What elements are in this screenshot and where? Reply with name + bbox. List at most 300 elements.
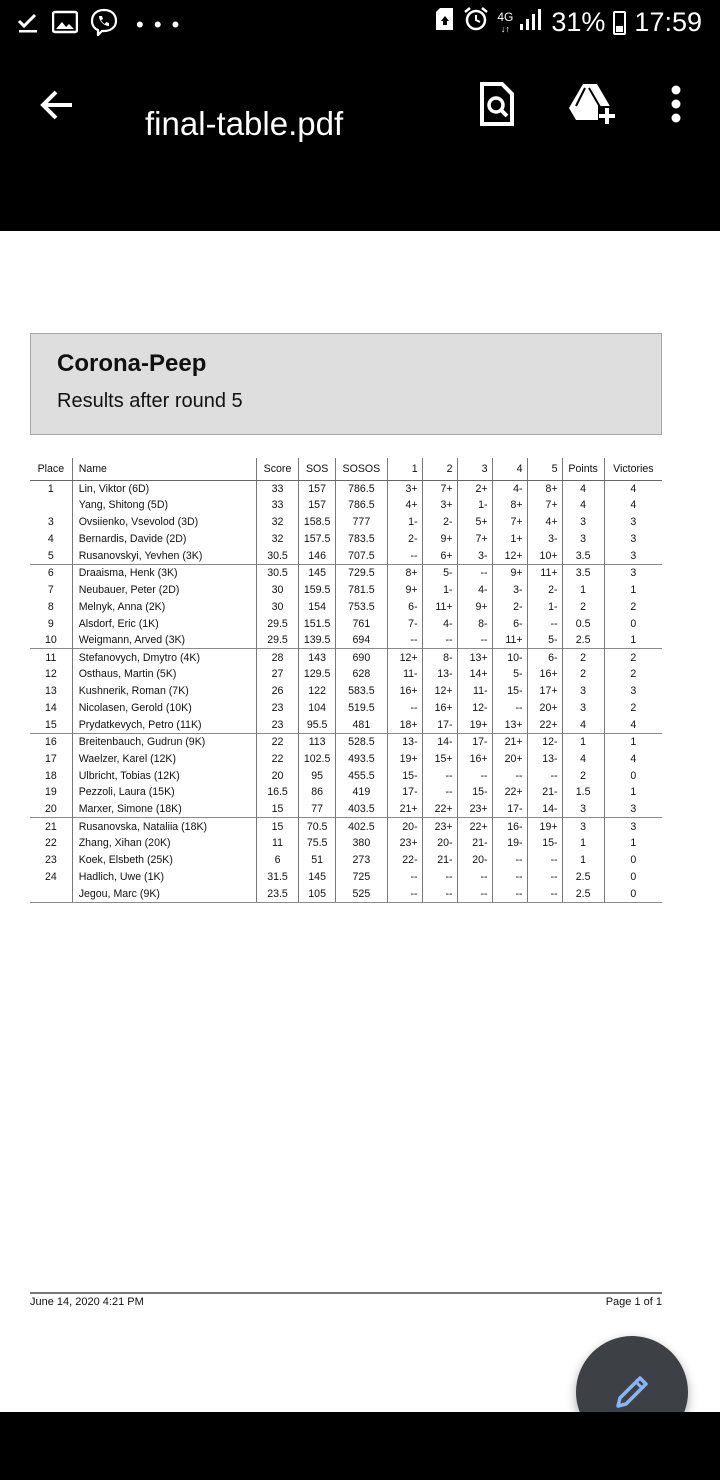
cell-r1: 17- <box>387 784 422 801</box>
cell-r3: -- <box>457 632 492 649</box>
cell-place: 10 <box>44 634 57 647</box>
cell-r2: 15+ <box>422 750 457 767</box>
cell-sos: 122 <box>299 683 336 700</box>
table-row <box>30 818 662 835</box>
cell-score: 11 <box>256 835 298 852</box>
table-row <box>30 649 662 666</box>
cell-r4: 19- <box>492 835 527 852</box>
more-options-button[interactable] <box>666 82 686 126</box>
notification-overflow: • • • <box>136 11 182 37</box>
cell-victories: 0 <box>604 868 662 885</box>
cell-sosos: 690 <box>336 649 387 666</box>
table-row <box>30 514 662 531</box>
cell-r5: 17+ <box>527 683 562 700</box>
cell-points: 2 <box>562 598 604 615</box>
cell-sos: 143 <box>299 649 336 666</box>
cell-score: 33 <box>256 480 298 497</box>
cell-name: Nicolasen, Gerold (10K) <box>72 700 256 717</box>
col-header-sos: SOS <box>299 458 336 480</box>
cell-sos: 139.5 <box>299 632 336 649</box>
cell-points: 2 <box>562 767 604 784</box>
cell-r4: 22+ <box>492 784 527 801</box>
page-number: Page 1 of 1 <box>605 1296 662 1308</box>
cell-points: 2 <box>562 666 604 683</box>
cell-sosos: 403.5 <box>336 801 387 818</box>
cell-name: Hadlich, Uwe (1K) <box>72 868 256 885</box>
cell-r4: 2- <box>492 598 527 615</box>
cell-sosos: 753.5 <box>336 598 387 615</box>
table-row <box>30 666 662 683</box>
cell-name: Osthaus, Martin (5K) <box>72 666 256 683</box>
cell-r5: -- <box>527 767 562 784</box>
cell-score: 32 <box>256 514 298 531</box>
cell-score: 31.5 <box>256 868 298 885</box>
cell-sos: 151.5 <box>299 615 336 632</box>
cell-r5: 12- <box>527 733 562 750</box>
system-nav-bar <box>0 1412 720 1480</box>
cell-place: 18 <box>44 769 57 782</box>
col-header-score: Score <box>256 458 298 480</box>
cell-r1: 16+ <box>387 683 422 700</box>
footer-divider <box>30 1292 662 1294</box>
cell-r1: 19+ <box>387 750 422 767</box>
cell-r2: -- <box>422 885 457 902</box>
cell-sos: 86 <box>299 784 336 801</box>
cell-victories: 3 <box>604 548 662 565</box>
cell-r5: 8+ <box>527 480 562 497</box>
cell-score: 29.5 <box>256 615 298 632</box>
cell-name: Pezzoli, Laura (15K) <box>72 784 256 801</box>
table-row <box>30 548 662 565</box>
cell-r5: 10+ <box>527 548 562 565</box>
cell-place: 6 <box>30 564 72 581</box>
report-subtitle: Results after round 5 <box>57 390 243 412</box>
cell-r2: 9+ <box>422 531 457 548</box>
cell-r4: 20+ <box>492 750 527 767</box>
cell-name: Bernardis, Davide (2D) <box>72 531 256 548</box>
cell-score: 33 <box>256 497 298 514</box>
cell-r4: 9+ <box>492 564 527 581</box>
cell-r4: 16- <box>492 818 527 835</box>
cell-r4: 10- <box>492 649 527 666</box>
cell-r3: 9+ <box>457 598 492 615</box>
cell-name: Jegou, Marc (9K) <box>72 885 256 902</box>
cell-r3: 13+ <box>457 649 492 666</box>
cell-r3: 7+ <box>457 531 492 548</box>
cell-victories: 2 <box>604 598 662 615</box>
cell-r3: 4- <box>457 581 492 598</box>
cell-points: 4 <box>562 497 604 514</box>
cell-r5: 3- <box>527 531 562 548</box>
cell-score: 28 <box>256 649 298 666</box>
cell-r1: 6- <box>387 598 422 615</box>
cell-r1: -- <box>387 700 422 717</box>
cell-sosos: 455.5 <box>336 767 387 784</box>
cell-r3: -- <box>457 564 492 581</box>
cell-victories: 3 <box>604 564 662 581</box>
cell-r1: 4+ <box>387 497 422 514</box>
viber-icon <box>90 8 118 41</box>
table-row <box>30 683 662 700</box>
cell-r2: 6+ <box>422 548 457 565</box>
cell-sosos: 761 <box>336 615 387 632</box>
cell-r5: 22+ <box>527 716 562 733</box>
cell-sos: 113 <box>299 733 336 750</box>
cell-sosos: 493.5 <box>336 750 387 767</box>
cell-place: 17 <box>44 752 57 765</box>
cell-r5: -- <box>527 852 562 869</box>
cell-r3: 14+ <box>457 666 492 683</box>
document-title: final-table.pdf <box>145 105 344 142</box>
cell-r2: -- <box>422 632 457 649</box>
cell-place: 9 <box>47 617 54 630</box>
cell-name: Ulbricht, Tobias (12K) <box>72 767 256 784</box>
cell-points: 1 <box>562 852 604 869</box>
cell-sosos: 583.5 <box>336 683 387 700</box>
cell-r1: 20- <box>387 818 422 835</box>
col-header-victories: Victories <box>604 458 662 480</box>
cell-sosos: 402.5 <box>336 818 387 835</box>
cell-sos: 157 <box>299 497 336 514</box>
cell-name: Weigmann, Arved (3K) <box>72 632 256 649</box>
col-header-round-3: 3 <box>457 458 492 480</box>
table-row <box>30 564 662 581</box>
cell-sos: 70.5 <box>299 818 336 835</box>
cell-r1: 8+ <box>387 564 422 581</box>
cell-sosos: 786.5 <box>336 497 387 514</box>
table-row <box>30 581 662 598</box>
cell-victories: 2 <box>604 666 662 683</box>
cell-sosos: 694 <box>336 632 387 649</box>
results-table <box>30 458 662 903</box>
cell-sos: 129.5 <box>299 666 336 683</box>
battery-icon <box>613 11 626 35</box>
cell-place: 12 <box>44 668 57 681</box>
find-in-document-button[interactable] <box>478 82 516 126</box>
cell-sosos: 273 <box>336 852 387 869</box>
cell-r3: 21- <box>457 835 492 852</box>
cell-victories: 1 <box>604 581 662 598</box>
cell-victories: 3 <box>604 818 662 835</box>
cell-place: 15 <box>44 718 57 731</box>
cell-r3: 15- <box>457 784 492 801</box>
cell-sosos: 380 <box>336 835 387 852</box>
cell-r3: 19+ <box>457 716 492 733</box>
cell-place: 22 <box>44 837 57 850</box>
cell-r5: 2- <box>527 581 562 598</box>
print-date: June 14, 2020 4:21 PM <box>30 1296 144 1308</box>
find-in-page-icon <box>478 113 516 130</box>
cell-place: 14 <box>44 702 57 715</box>
cell-score: 26 <box>256 683 298 700</box>
table-row <box>30 801 662 818</box>
cell-score: 32 <box>256 531 298 548</box>
cell-r3: 8- <box>457 615 492 632</box>
cell-r5: 19+ <box>527 818 562 835</box>
cell-score: 30 <box>256 581 298 598</box>
cell-points: 3 <box>562 700 604 717</box>
cell-r2: 17- <box>422 716 457 733</box>
table-row <box>30 885 662 902</box>
cell-r3: -- <box>457 767 492 784</box>
cell-score: 23 <box>256 716 298 733</box>
cell-r2: -- <box>422 767 457 784</box>
cell-points: 1 <box>562 581 604 598</box>
more-vert-icon <box>666 113 686 130</box>
cell-points: 2.5 <box>562 632 604 649</box>
cell-r4: 11+ <box>492 632 527 649</box>
results-body <box>30 480 662 902</box>
cell-place: 20 <box>44 803 57 816</box>
cell-victories: 3 <box>604 514 662 531</box>
cell-sos: 158.5 <box>299 514 336 531</box>
cell-r4: 3- <box>492 581 527 598</box>
cell-victories: 0 <box>604 852 662 869</box>
cell-sos: 145 <box>299 868 336 885</box>
table-row <box>30 615 662 632</box>
cell-name: Koek, Elsbeth (25K) <box>72 852 256 869</box>
report-header <box>30 333 662 435</box>
cell-points: 4 <box>562 750 604 767</box>
cell-place: 4 <box>47 533 54 546</box>
cell-sos: 146 <box>299 548 336 565</box>
save-to-drive-button[interactable] <box>568 82 616 126</box>
cell-r4: 4- <box>492 480 527 497</box>
cell-place <box>30 885 72 902</box>
cell-place: 21 <box>30 818 72 835</box>
cell-score: 22 <box>256 733 298 750</box>
cell-place: 3 <box>47 516 54 529</box>
table-row <box>30 835 662 852</box>
cell-r1: 15- <box>387 767 422 784</box>
cell-r2: 12+ <box>422 683 457 700</box>
cell-r3: 5+ <box>457 514 492 531</box>
cell-r3: 1- <box>457 497 492 514</box>
table-row <box>30 784 662 801</box>
cell-place: 13 <box>44 685 57 698</box>
table-row <box>30 852 662 869</box>
cell-victories: 0 <box>604 615 662 632</box>
table-row <box>30 598 662 615</box>
cell-r4: -- <box>492 852 527 869</box>
col-header-round-1: 1 <box>387 458 422 480</box>
cell-r3: 22+ <box>457 818 492 835</box>
cell-r3: 2+ <box>457 480 492 497</box>
cell-r5: 11+ <box>527 564 562 581</box>
cell-points: 3.5 <box>562 548 604 565</box>
cell-r1: 2- <box>387 531 422 548</box>
cell-name: Zhang, Xihan (20K) <box>72 835 256 852</box>
cell-r4: 17- <box>492 801 527 818</box>
cell-r4: -- <box>492 868 527 885</box>
col-header-place: Place <box>30 458 72 480</box>
col-header-sosos: SOSOS <box>336 458 387 480</box>
cell-sos: 51 <box>299 852 336 869</box>
cell-r1: 7- <box>387 615 422 632</box>
cell-points: 3 <box>562 801 604 818</box>
cell-sosos: 519.5 <box>336 700 387 717</box>
gallery-icon <box>52 10 78 39</box>
cell-name: Lin, Viktor (6D) <box>72 480 256 497</box>
cell-score: 30 <box>256 598 298 615</box>
cell-victories: 1 <box>604 632 662 649</box>
cell-sosos: 725 <box>336 868 387 885</box>
cell-r1: -- <box>387 548 422 565</box>
col-header-points: Points <box>562 458 604 480</box>
cell-sos: 95 <box>299 767 336 784</box>
cell-r2: 4- <box>422 615 457 632</box>
cell-r1: 13- <box>387 733 422 750</box>
cell-victories: 1 <box>604 784 662 801</box>
cell-points: 1 <box>562 835 604 852</box>
cell-r3: 11- <box>457 683 492 700</box>
cell-r3: 23+ <box>457 801 492 818</box>
cell-sosos: 729.5 <box>336 564 387 581</box>
cell-sos: 105 <box>299 885 336 902</box>
cell-sosos: 419 <box>336 784 387 801</box>
cell-r3: 16+ <box>457 750 492 767</box>
cell-victories: 0 <box>604 767 662 784</box>
cell-r1: 21+ <box>387 801 422 818</box>
back-button[interactable] <box>36 84 78 126</box>
cell-sosos: 783.5 <box>336 531 387 548</box>
cell-sosos: 528.5 <box>336 733 387 750</box>
cell-r5: 7+ <box>527 497 562 514</box>
cell-sos: 159.5 <box>299 581 336 598</box>
cell-score: 22 <box>256 750 298 767</box>
cell-victories: 3 <box>604 801 662 818</box>
cell-score: 20 <box>256 767 298 784</box>
cell-r4: 8+ <box>492 497 527 514</box>
cell-r2: 3+ <box>422 497 457 514</box>
cell-victories: 1 <box>604 835 662 852</box>
cell-place: 5 <box>47 549 54 562</box>
cell-r1: -- <box>387 868 422 885</box>
cell-score: 29.5 <box>256 632 298 649</box>
cell-r5: -- <box>527 615 562 632</box>
cell-score: 27 <box>256 666 298 683</box>
cell-points: 4 <box>562 480 604 497</box>
cell-name: Breitenbauch, Gudrun (9K) <box>72 733 256 750</box>
cell-score: 23 <box>256 700 298 717</box>
cell-r5: 20+ <box>527 700 562 717</box>
cell-sos: 145 <box>299 564 336 581</box>
cell-victories: 4 <box>604 750 662 767</box>
cell-points: 0.5 <box>562 615 604 632</box>
cell-score: 30.5 <box>256 564 298 581</box>
download-done-icon <box>16 10 40 39</box>
cell-r3: 3- <box>457 548 492 565</box>
cell-victories: 2 <box>604 649 662 666</box>
cell-r4: 5- <box>492 666 527 683</box>
cell-name: Kushnerik, Roman (7K) <box>72 683 256 700</box>
table-row <box>30 767 662 784</box>
table-row <box>30 632 662 649</box>
cell-r1: 3+ <box>387 480 422 497</box>
cell-r4: 6- <box>492 615 527 632</box>
cell-victories: 4 <box>604 497 662 514</box>
cell-place <box>30 497 72 514</box>
cell-place: 16 <box>30 733 72 750</box>
cell-r4: 7+ <box>492 514 527 531</box>
cell-sos: 157 <box>299 480 336 497</box>
cell-score: 15 <box>256 801 298 818</box>
cell-r5: 1- <box>527 598 562 615</box>
cell-r2: 13- <box>422 666 457 683</box>
cell-r2: 14- <box>422 733 457 750</box>
cell-name: Neubauer, Peter (2D) <box>72 581 256 598</box>
cell-victories: 3 <box>604 683 662 700</box>
table-row <box>30 868 662 885</box>
cell-place: 11 <box>30 649 72 666</box>
cell-r2: 1- <box>422 581 457 598</box>
cell-r4: 1+ <box>492 531 527 548</box>
network-type: 4G <box>497 9 514 24</box>
cell-r1: 18+ <box>387 716 422 733</box>
cell-r5: 21- <box>527 784 562 801</box>
cell-score: 23.5 <box>256 885 298 902</box>
report-title: Corona-Peep <box>57 350 207 377</box>
cell-name: Stefanovych, Dmytro (4K) <box>72 649 256 666</box>
cell-r2: -- <box>422 784 457 801</box>
cell-r2: 5- <box>422 564 457 581</box>
cell-r2: 23+ <box>422 818 457 835</box>
col-header-name: Name <box>72 458 256 480</box>
col-header-round-4: 4 <box>492 458 527 480</box>
cell-sos: 154 <box>299 598 336 615</box>
cell-r3: 20- <box>457 852 492 869</box>
cell-victories: 1 <box>604 733 662 750</box>
cell-r5: 6- <box>527 649 562 666</box>
cell-sosos: 525 <box>336 885 387 902</box>
cell-sos: 157.5 <box>299 531 336 548</box>
table-row <box>30 480 662 497</box>
cell-r5: -- <box>527 868 562 885</box>
cell-name: Rusanovskyi, Yevhen (3K) <box>72 548 256 565</box>
status-bar <box>0 0 720 48</box>
cell-r5: -- <box>527 885 562 902</box>
cell-r2: -- <box>422 868 457 885</box>
cell-r3: 17- <box>457 733 492 750</box>
cell-r4: -- <box>492 767 527 784</box>
cell-r4: 21+ <box>492 733 527 750</box>
cell-sos: 77 <box>299 801 336 818</box>
cell-points: 1.5 <box>562 784 604 801</box>
cell-r2: 21- <box>422 852 457 869</box>
table-row <box>30 716 662 733</box>
cell-points: 2.5 <box>562 868 604 885</box>
cell-r2: 2- <box>422 514 457 531</box>
cell-points: 3 <box>562 683 604 700</box>
cell-r5: 16+ <box>527 666 562 683</box>
cell-r4: 13+ <box>492 716 527 733</box>
cell-points: 3 <box>562 818 604 835</box>
cell-victories: 3 <box>604 531 662 548</box>
cell-points: 3 <box>562 514 604 531</box>
network-activity: ↓↑ <box>500 23 510 34</box>
cell-points: 3.5 <box>562 564 604 581</box>
cell-score: 6 <box>256 852 298 869</box>
col-header-round-2: 2 <box>422 458 457 480</box>
cell-victories: 0 <box>604 885 662 902</box>
cell-r3: 12- <box>457 700 492 717</box>
cell-r1: -- <box>387 632 422 649</box>
cell-name: Rusanovska, Nataliia (18K) <box>72 818 256 835</box>
cell-r2: 20- <box>422 835 457 852</box>
cell-name: Prydatkevych, Petro (11K) <box>72 716 256 733</box>
cell-place: 24 <box>44 870 57 883</box>
cell-sos: 75.5 <box>299 835 336 852</box>
